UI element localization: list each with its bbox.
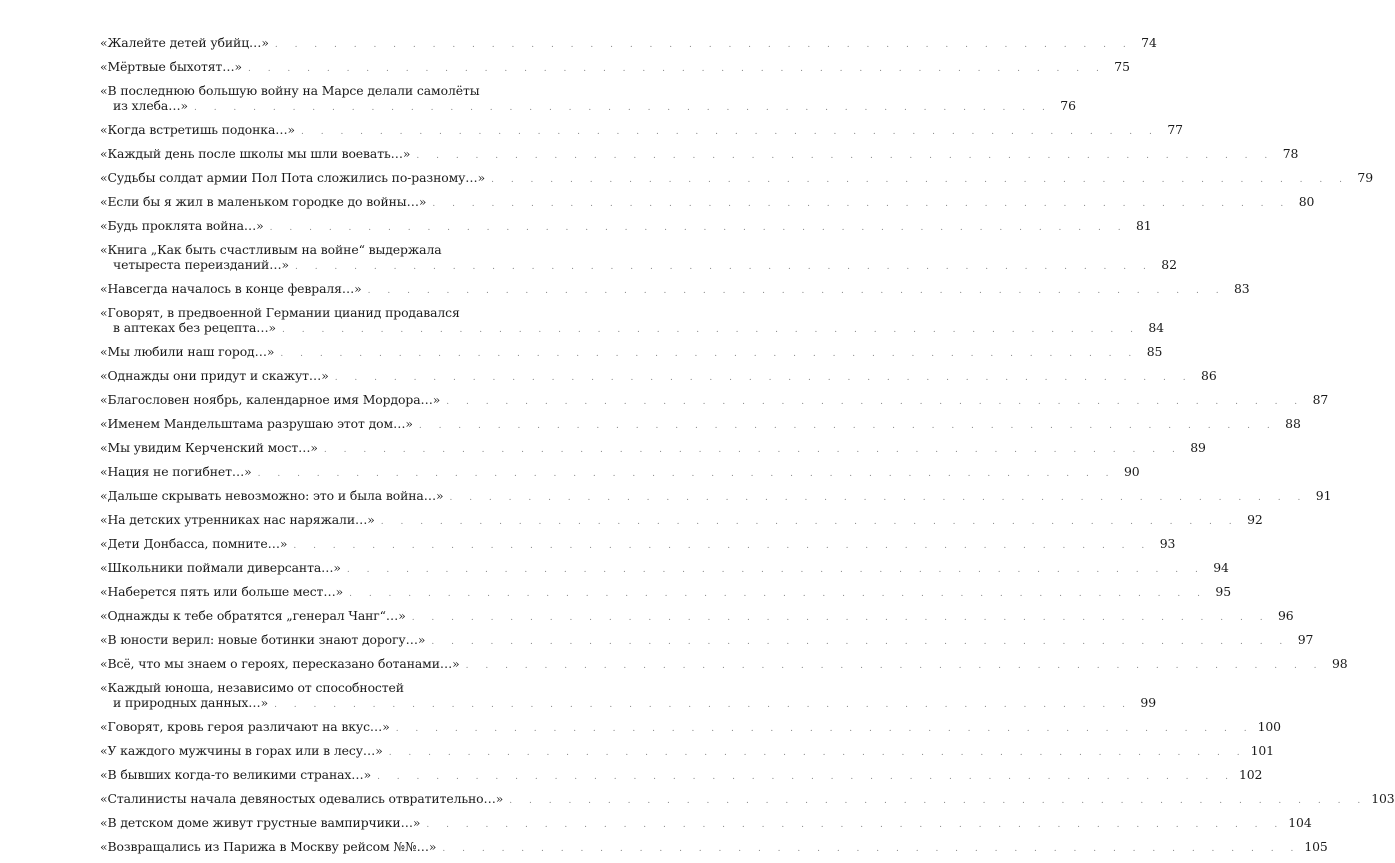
dot-leader: . . . . . . . . . . . . . . . . . . . . . . . . . . . . . . . . . . . . . . . . . . . . xyxy=(367,286,1226,296)
toc-entry-row xyxy=(100,536,1176,554)
dot-leader: . . . . . . . . . . . . . . . . . . . . . . . . . . . . . . . . . . . . . . . . . . . . xyxy=(247,64,1106,74)
toc-entry xyxy=(100,122,1183,140)
dot-leader: . . . . . . . . . . . . . . . . . . . . . . . . . . . . . . . . . . . . . . . . . . . . xyxy=(432,199,1291,209)
toc-entry-page-number: 90 xyxy=(1123,464,1140,479)
dot-leader: . . . . . . . . . . . . . . . . . . . . . . . . . . . . . . . . . . . . . . . . . . . . xyxy=(426,820,1285,830)
toc-entry xyxy=(100,719,1281,737)
toc-entry-page-number: 81 xyxy=(1136,218,1152,233)
toc-entry xyxy=(100,584,1231,602)
dot-leader: . . . . . . . . . . . . . . . . . . . . . . . . . . . . . . . . . . . . . . . . . . . . xyxy=(380,517,1239,527)
dot-leader: . . . . . . . . . . . . . . . . . . . . . . . . . . . . . . . . . . . . . . . . . . . . xyxy=(293,541,1152,551)
toc-entry-row xyxy=(100,194,1315,212)
toc-entry-row xyxy=(100,656,1348,674)
toc-entry xyxy=(100,194,1315,212)
toc-entry-title-line: «Сталинисты начала девяностых одевались отвратительно…» xyxy=(100,791,504,806)
toc-entry-row xyxy=(100,59,1130,77)
toc-entry-title-line: «В юности верил: новые ботинки знают дорогу…» xyxy=(100,632,426,647)
toc-entry-title-line: «Говорят, в предвоенной Германии цианид продавался xyxy=(100,305,460,320)
dot-leader: . . . . . . . . . . . . . . . . . . . . . . . . . . . . . . . . . . . . . . . . . . . . xyxy=(395,724,1254,734)
toc-entry-row xyxy=(100,512,1263,530)
toc-entry xyxy=(100,536,1176,554)
toc-entry xyxy=(100,512,1263,530)
toc-entry-title-line: «Школьники поймали диверсанта…» xyxy=(100,560,341,575)
toc-entry-title-line: «Благословен ноябрь, календарное имя Мордора…» xyxy=(100,392,441,407)
toc-entry xyxy=(100,440,1206,458)
toc-entry-title-line: «Дальше скрывать невозможно: это и была война…» xyxy=(100,488,444,503)
toc-entry-page-number: 82 xyxy=(1161,257,1177,272)
toc-entry-title-line: «Мёртвые быхотят…» xyxy=(100,59,242,74)
toc-entry xyxy=(100,218,1152,236)
dot-leader: . . . . . . . . . . . . . . . . . . . . . . . . . . . . . . . . . . . . . . . . . . . . xyxy=(323,445,1182,455)
toc-entry-row xyxy=(100,218,1152,236)
dot-leader: . . . . . . . . . . . . . . . . . . . . . . . . . . . . . . . . . . . . . . . . . . . . xyxy=(416,151,1275,161)
toc-entry-row xyxy=(100,839,1328,857)
toc-entry-row xyxy=(100,344,1163,362)
toc-entry-page-number: 75 xyxy=(1114,59,1130,74)
toc-entry-row xyxy=(100,791,1395,809)
toc-entry-page-number: 100 xyxy=(1257,719,1281,734)
toc-entry-page-number: 88 xyxy=(1285,416,1301,431)
toc-entry xyxy=(100,656,1348,674)
dot-leader: . . . . . . . . . . . . . . . . . . . . . . . . . . . . . . . . . . . . . . . . . . . . xyxy=(346,565,1205,575)
toc-entry xyxy=(100,35,1157,53)
toc-entry-title-line: «В детском доме живут грустные вампирчики…» xyxy=(100,815,421,830)
toc-entry-page-number: 94 xyxy=(1213,560,1229,575)
toc-entry-title-line: «Однажды они придут и скажут…» xyxy=(100,368,329,383)
toc-entry-page-number: 74 xyxy=(1141,35,1157,50)
toc-entry-title-line: «Дети Донбасса, помните…» xyxy=(100,536,288,551)
toc-entry-row xyxy=(100,815,1312,833)
toc-entry xyxy=(100,83,1076,116)
toc-entry xyxy=(100,392,1329,410)
dot-leader: . . . . . . . . . . . . . . . . . . . . . . . . . . . . . . . . . . . . . . . . . . . . xyxy=(465,661,1324,671)
toc-entry-title-line: «У каждого мужчины в горах или в лесу…» xyxy=(100,743,383,758)
toc-entry-row xyxy=(100,488,1332,506)
dot-leader: . . . . . . . . . . . . . . . . . . . . . . . . . . . . . . . . . . . . . . . . . . . . xyxy=(334,373,1193,383)
toc-entry-row xyxy=(100,98,1076,116)
toc-entry-row xyxy=(100,146,1299,164)
toc-entry xyxy=(100,305,1164,338)
toc-entry-title-line: «Жалейте детей убийц…» xyxy=(100,35,269,50)
toc-entry xyxy=(100,608,1294,626)
toc-entry xyxy=(100,680,1156,713)
toc-entry-page-number: 99 xyxy=(1140,695,1156,710)
toc-entry-row xyxy=(100,257,1177,275)
toc-entry-page-number: 87 xyxy=(1312,392,1329,407)
toc-entry-title-line: «Когда встретишь подонка…» xyxy=(100,122,295,137)
toc-entry-title-line: «В последнюю большую войну на Марсе делали самолёты xyxy=(100,83,480,98)
toc-entry-title-line: в аптеках без рецепта…» xyxy=(113,320,277,335)
toc-entry-title-line: «Всё, что мы знаем о героях, пересказано ботанами…» xyxy=(100,656,460,671)
toc-entry-page-number: 89 xyxy=(1190,440,1206,455)
toc-entry-title-line: «Если бы я жил в маленьком городке до войны…» xyxy=(100,194,427,209)
toc-entry-page-number: 91 xyxy=(1315,488,1332,503)
toc-entry-page-number: 101 xyxy=(1250,743,1274,758)
toc-entry-page-number: 78 xyxy=(1282,146,1299,161)
dot-leader: . . . . . . . . . . . . . . . . . . . . . . . . . . . . . . . . . . . . . . . . . . . . xyxy=(294,262,1153,272)
toc-entry-title-line: «Мы любили наш город…» xyxy=(100,344,275,359)
toc-entry-title-line: «Нация не погибнет…» xyxy=(100,464,252,479)
toc-entry-page-number: 96 xyxy=(1278,608,1294,623)
toc-entry xyxy=(100,560,1229,578)
toc-entry-page-number: 105 xyxy=(1304,839,1328,854)
dot-leader: . . . . . . . . . . . . . . . . . . . . . . . . . . . . . . . . . . . . . . . . . . . . xyxy=(418,421,1277,431)
toc-entry xyxy=(100,170,1373,188)
toc-entry-row xyxy=(100,368,1217,386)
toc-entry-row xyxy=(100,122,1183,140)
toc-entry-title-line: «Мы увидим Керченский мост…» xyxy=(100,440,318,455)
toc-entry xyxy=(100,416,1301,434)
toc-entry-row xyxy=(100,392,1329,410)
toc-entry-title-line: «Будь проклята война…» xyxy=(100,218,264,233)
toc-entry-page-number: 104 xyxy=(1288,815,1312,830)
toc-entry-row xyxy=(100,632,1314,650)
dot-leader: . . . . . . . . . . . . . . . . . . . . . . . . . . . . . . . . . . . . . . . . . . . . xyxy=(377,772,1235,782)
toc-entry-page-number: 92 xyxy=(1247,512,1263,527)
dot-leader: . . . . . . . . . . . . . . . . . . . . . . . . . . . . . . . . . . . . . . . . . . . . xyxy=(388,748,1247,758)
toc-entry-page-number: 83 xyxy=(1233,281,1250,296)
dot-leader: . . . . . . . . . . . . . . . . . . . . . . . . . . . . . . . . . . . . . . . . . . . . xyxy=(274,40,1133,50)
toc-entry-title-line: «В бывших когда-то великими странах…» xyxy=(100,767,372,782)
toc-entry-row xyxy=(100,464,1140,482)
toc-entry-row xyxy=(100,695,1156,713)
toc-entry-row xyxy=(100,743,1274,761)
dot-leader: . . . . . . . . . . . . . . . . . . . . . . . . . . . . . . . . . . . . . . . . . . . . xyxy=(446,397,1305,407)
toc-entry-page-number: 76 xyxy=(1060,98,1076,113)
toc-entry-row xyxy=(100,767,1263,785)
toc-entry-row xyxy=(100,440,1206,458)
toc-entry xyxy=(100,368,1217,386)
toc-entry xyxy=(100,344,1163,362)
toc-entry xyxy=(100,464,1140,482)
dot-leader: . . . . . . . . . . . . . . . . . . . . . . . . . . . . . . . . . . . . . . . . . . . . xyxy=(491,175,1349,185)
dot-leader: . . . . . . . . . . . . . . . . . . . . . . . . . . . . . . . . . . . . . . . . . . . . xyxy=(193,103,1052,113)
toc-entry xyxy=(100,767,1263,785)
toc-entry-title-line: «Именем Мандельштама разрушаю этот дом…» xyxy=(100,416,413,431)
toc-entry-row xyxy=(100,170,1373,188)
toc-entry-page-number: 97 xyxy=(1297,632,1314,647)
dot-leader: . . . . . . . . . . . . . . . . . . . . . . . . . . . . . . . . . . . . . . . . . . . . xyxy=(301,127,1159,137)
toc-entry-row xyxy=(100,719,1281,737)
toc-entry-row xyxy=(100,416,1301,434)
toc-entry-row xyxy=(100,584,1231,602)
dot-leader: . . . . . . . . . . . . . . . . . . . . . . . . . . . . . . . . . . . . . . . . . . . . xyxy=(442,844,1301,854)
toc-entry-title-line: четыреста переизданий…» xyxy=(113,257,289,272)
toc-entry xyxy=(100,743,1274,761)
toc-entry-title-line: «Наберется пять или больше мест…» xyxy=(100,584,344,599)
dot-leader: . . . . . . . . . . . . . . . . . . . . . . . . . . . . . . . . . . . . . . . . . . . . xyxy=(509,796,1368,806)
toc-entry-title-line: «Каждый юноша, независимо от способностей xyxy=(100,680,404,695)
toc-entry xyxy=(100,146,1299,164)
toc-entry-page-number: 80 xyxy=(1298,194,1315,209)
toc-entry-title-line: «Навсегда началось в конце февраля…» xyxy=(100,281,362,296)
toc-entry-page-number: 98 xyxy=(1331,656,1348,671)
dot-leader: . . . . . . . . . . . . . . . . . . . . . . . . . . . . . . . . . . . . . . . . . . . . xyxy=(269,223,1128,233)
toc-entry xyxy=(100,59,1130,77)
toc-entry xyxy=(100,488,1332,506)
toc-entry xyxy=(100,242,1177,275)
toc-entry-page-number: 85 xyxy=(1146,344,1163,359)
dot-leader: . . . . . . . . . . . . . . . . . . . . . . . . . . . . . . . . . . . . . . . . . . . . xyxy=(431,637,1290,647)
dot-leader: . . . . . . . . . . . . . . . . . . . . . . . . . . . . . . . . . . . . . . . . . . . . xyxy=(282,325,1140,335)
toc-entry-title-line: «Книга „Как быть счастливым на войне“ выдержала xyxy=(100,242,442,257)
toc-entry-row xyxy=(100,281,1250,299)
toc-entry-row xyxy=(100,320,1164,338)
dot-leader: . . . . . . . . . . . . . . . . . . . . . . . . . . . . . . . . . . . . . . . . . . . . xyxy=(274,700,1132,710)
toc-entry-page-number: 77 xyxy=(1167,122,1183,137)
toc-entry-row xyxy=(100,608,1294,626)
dot-leader: . . . . . . . . . . . . . . . . . . . . . . . . . . . . . . . . . . . . . . . . . . . . xyxy=(449,493,1308,503)
dot-leader: . . . . . . . . . . . . . . . . . . . . . . . . . . . . . . . . . . . . . . . . . . . . xyxy=(280,349,1139,359)
toc-entry xyxy=(100,632,1314,650)
toc-entry xyxy=(100,839,1328,857)
toc-entry-page-number: 84 xyxy=(1148,320,1164,335)
toc-entry-title-line: из хлеба…» xyxy=(113,98,188,113)
toc-entry-page-number: 102 xyxy=(1238,767,1263,782)
toc-entry xyxy=(100,281,1250,299)
dot-leader: . . . . . . . . . . . . . . . . . . . . . . . . . . . . . . . . . . . . . . . . . . . . xyxy=(349,589,1207,599)
toc-entry-row xyxy=(100,35,1157,53)
toc-entry-title-line: и природных данных…» xyxy=(113,695,269,710)
toc-entry-page-number: 79 xyxy=(1357,170,1373,185)
toc-entry-page-number: 86 xyxy=(1201,368,1217,383)
table-of-contents xyxy=(100,35,1395,863)
toc-entry-title-line: «На детских утренниках нас наряжали…» xyxy=(100,512,375,527)
dot-leader: . . . . . . . . . . . . . . . . . . . . . . . . . . . . . . . . . . . . . . . . . . . . xyxy=(257,469,1116,479)
toc-entry-title-line: «Судьбы солдат армии Пол Пота сложились по-разному…» xyxy=(100,170,486,185)
toc-entry-row xyxy=(100,560,1229,578)
toc-entry xyxy=(100,791,1395,809)
toc-entry-page-number: 93 xyxy=(1159,536,1176,551)
toc-entry xyxy=(100,815,1312,833)
toc-entry-title-line: «Однажды к тебе обратятся „генерал Чанг“…» xyxy=(100,608,406,623)
toc-entry-title-line: «Каждый день после школы мы шли воевать…» xyxy=(100,146,411,161)
toc-entry-page-number: 95 xyxy=(1215,584,1231,599)
toc-entry-page-number: 103 xyxy=(1371,791,1395,806)
toc-entry-title-line: «Говорят, кровь героя различают на вкус…» xyxy=(100,719,390,734)
toc-entry-title-line: «Возвращались из Парижа в Москву рейсом №№…» xyxy=(100,839,437,854)
dot-leader: . . . . . . . . . . . . . . . . . . . . . . . . . . . . . . . . . . . . . . . . . . . . xyxy=(411,613,1270,623)
